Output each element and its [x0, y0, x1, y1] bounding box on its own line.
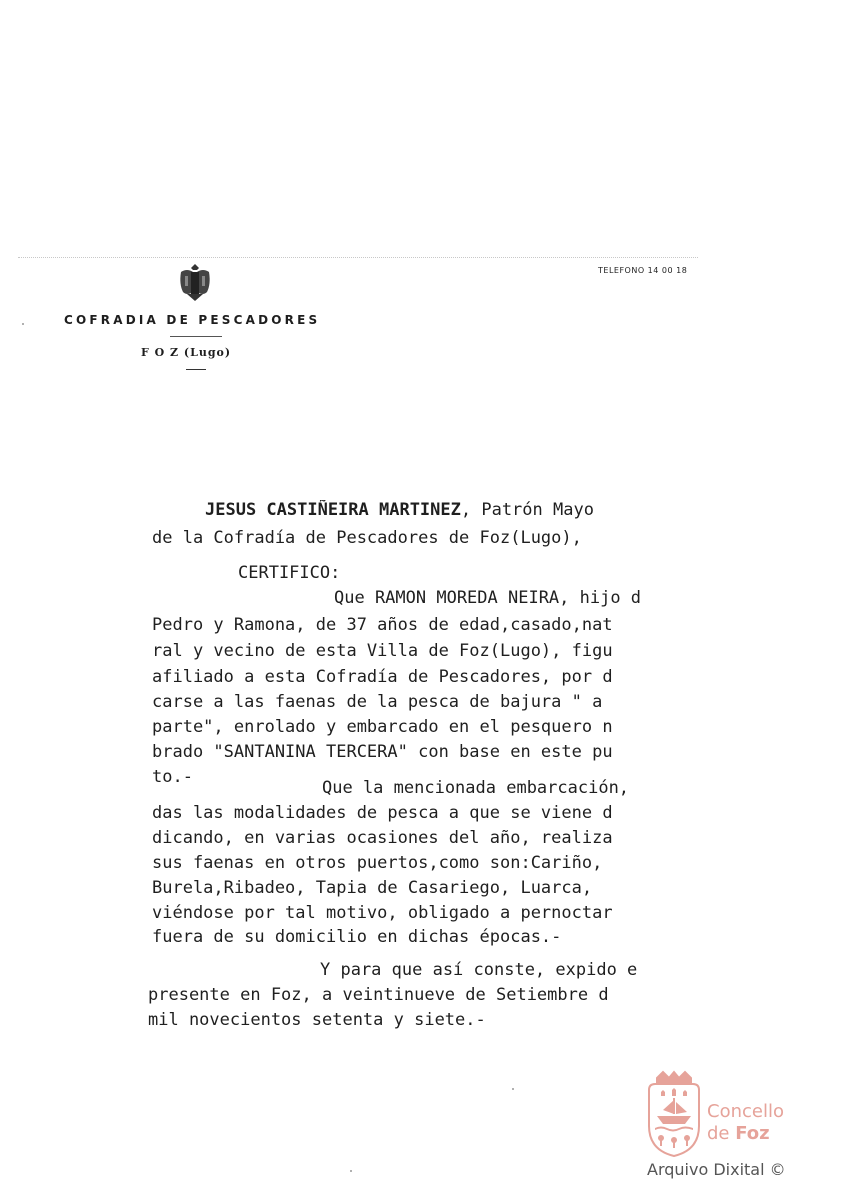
- issuer-name: JESUS CASTIÑEIRA MARTINEZ: [205, 500, 461, 520]
- certificate-line: carse a las faenas de la pesca de bajura " a: [152, 692, 603, 712]
- phone-number: TELEFONO 14 00 18: [598, 266, 688, 275]
- certificate-line: to.-: [152, 767, 193, 787]
- certificate-line: Que RAMON MOREDA NEIRA, hijo d: [334, 588, 642, 608]
- certificate-line: das las modalidades de pesca a que se viene d: [152, 803, 613, 823]
- scan-speck: [22, 323, 24, 325]
- brand-line-2: de Foz: [707, 1123, 770, 1144]
- concello-foz-brand: [707, 1101, 784, 1145]
- certificate-line: presente en Foz, a veintinueve de Setiembre d: [148, 985, 609, 1005]
- certificate-line: JESUS CASTIÑEIRA MARTINEZ, Patrón Mayo: [205, 500, 594, 520]
- certificate-line: Pedro y Ramona, de 37 años de edad,casado,nat: [152, 615, 613, 635]
- certificate-line: sus faenas en otros puertos,como son:Cariño,: [152, 853, 603, 873]
- certificate-line: brado "SANTANINA TERCERA" con base en este pu: [152, 742, 613, 762]
- organization-place: F O Z (Lugo): [141, 346, 232, 359]
- certificate-heading: CERTIFICO:: [238, 563, 341, 583]
- certificate-line: fuera de su domicilio en dichas épocas.-: [152, 927, 562, 947]
- scan-speck: [512, 1088, 514, 1090]
- certificate-line: Que la mencionada embarcación,: [322, 778, 630, 798]
- concello-foz-logo-icon: [643, 1070, 705, 1158]
- certificate-line: ral y vecino de esta Villa de Foz(Lugo), figu: [152, 641, 613, 661]
- certificate-line: afiliado a esta Cofradía de Pescadores, por d: [152, 667, 613, 687]
- certificate-line: Y para que así conste, expido e: [320, 960, 638, 980]
- certificate-line: viéndose por tal motivo, obligado a pernoctar: [152, 903, 613, 923]
- certificate-line: Burela,Ribadeo, Tapia de Casariego, Luarca,: [152, 878, 593, 898]
- certificate-line: mil novecientos setenta y siete.-: [148, 1010, 486, 1030]
- certificate-line: parte", enrolado y embarcado en el pesquero n: [152, 717, 613, 737]
- scan-speck: [350, 1170, 352, 1172]
- archive-label: Arquivo Dixital ©: [647, 1160, 786, 1179]
- certificate-line: de la Cofradía de Pescadores de Foz(Lugo),: [152, 528, 582, 548]
- brand-line-1: Concello: [707, 1101, 784, 1122]
- organization-name: COFRADIA DE PESCADORES: [64, 313, 321, 327]
- certificate-line: dicando, en varias ocasiones del año, realiza: [152, 828, 613, 848]
